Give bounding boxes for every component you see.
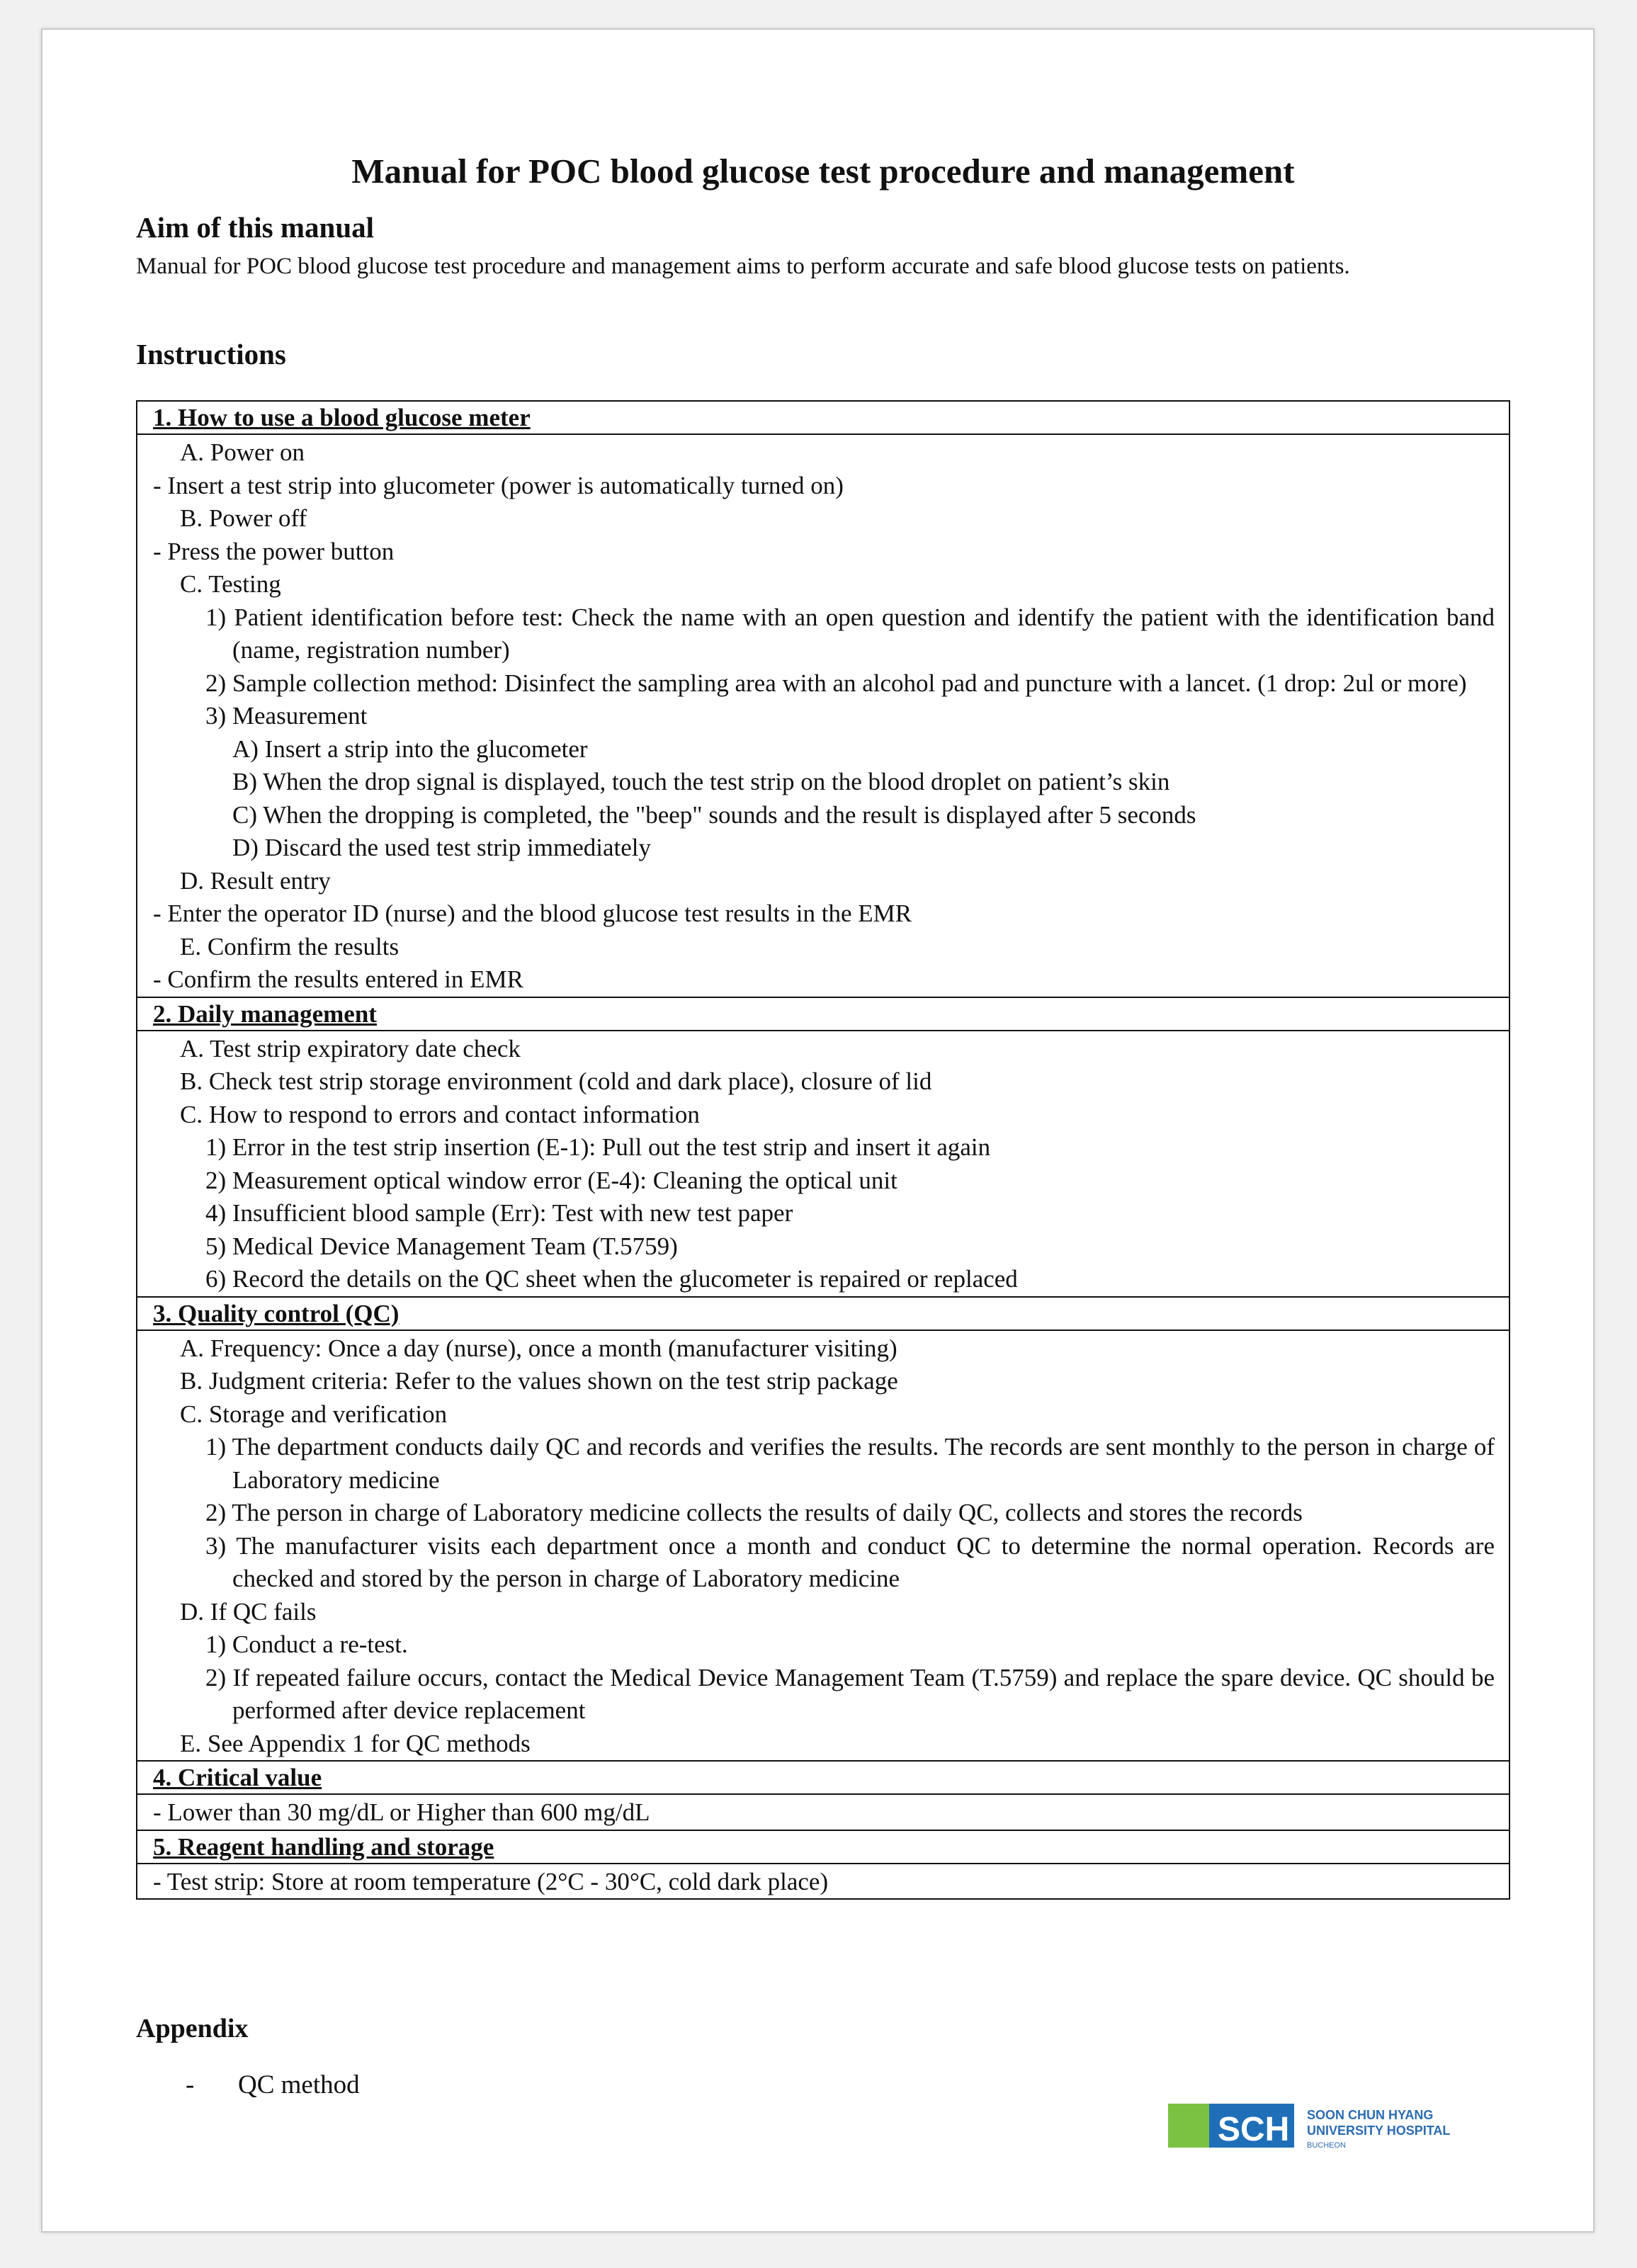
aim-text: Manual for POC blood glucose test procedure and management aims to perform accurate and safe blood glucose tests on patients.	[136, 254, 1350, 279]
appendix-heading: Appendix	[136, 2014, 249, 2043]
list-item: 1) The department conducts daily QC and records and verifies the results. The records are sent monthly to the person in charge of Laboratory medicine	[205, 1433, 1495, 1494]
list-item: B) When the drop signal is displayed, touch the test strip on the blood droplet on patient’s skin	[232, 768, 1170, 795]
list-item: D. If QC fails	[180, 1597, 317, 1626]
list-item: - Insert a test strip into glucometer (power is automatically turned on)	[153, 471, 844, 499]
list-item: C. Storage and verification	[180, 1400, 448, 1428]
list-item: D) Discard the used test strip immediately	[232, 834, 651, 861]
list-item: A. Test strip expiratory date check	[180, 1034, 521, 1062]
list-item: 2) Sample collection method: Disinfect the sampling area with an alcohol pad and puncture with a lancet. (1 drop: 2ul or more)	[205, 669, 1467, 697]
section-heading: 2. Daily management	[153, 999, 377, 1028]
list-item: A. Frequency: Once a day (nurse), once a month (manufacturer visiting)	[180, 1334, 897, 1362]
list-item: C) When the dropping is completed, the "beep" sounds and the result is displayed after 5 seconds	[232, 800, 1196, 829]
list-item: A) Insert a strip into the glucometer	[232, 735, 588, 763]
list-item: E. See Appendix 1 for QC methods	[180, 1729, 531, 1757]
list-item: - Enter the operator ID (nurse) and the blood glucose test results in the EMR	[153, 900, 912, 927]
list-item: 3) The manufacturer visits each department once a month and conduct QC to determine the normal operation. Records are checked and stored by the person in charge of Laboratory medicine	[205, 1531, 1495, 1592]
aim-heading: Aim of this manual	[136, 211, 375, 244]
list-item: A. Power on	[180, 438, 305, 466]
logo-line-1: SOON CHUN HYANG	[1307, 2108, 1434, 2122]
section-body	[137, 1329, 1509, 1762]
list-item: 1) Error in the test strip insertion (E-1): Pull out the test strip and insert it again	[205, 1133, 991, 1161]
bullet-dash: -	[186, 2070, 195, 2099]
list-item: E. Confirm the results	[180, 932, 400, 960]
appendix-item-label: QC method	[238, 2070, 360, 2099]
instructions-table	[136, 400, 1510, 1900]
hospital-logo	[1168, 2098, 1494, 2155]
list-item: - Lower than 30 mg/dL or Higher than 600 mg/dL	[153, 1798, 650, 1826]
appendix-item[interactable]	[186, 2070, 360, 2100]
logo-line-2: UNIVERSITY HOSPITAL	[1307, 2124, 1451, 2138]
logo-line-3: BUCHEON	[1307, 2141, 1347, 2150]
list-item: 2) The person in charge of Laboratory medicine collects the results of daily QC, collects and stores the records	[205, 1499, 1303, 1526]
list-item: 4) Insufficient blood sample (Err): Test with new test paper	[205, 1199, 793, 1227]
section-body	[137, 1793, 1509, 1831]
instructions-heading: Instructions	[136, 338, 286, 370]
list-item: 1) Conduct a re-test.	[205, 1631, 408, 1658]
list-item: B. Judgment criteria: Refer to the values shown on the test strip package	[180, 1367, 898, 1395]
section-body	[137, 433, 1509, 998]
section-body	[137, 1030, 1509, 1298]
section-heading: 5. Reagent handling and storage	[153, 1832, 494, 1861]
list-item: 1) Patient identification before test: Check the name with an open question and identify the patient with the identification band (name, registration number)	[205, 603, 1495, 664]
list-item: - Confirm the results entered in EMR	[153, 965, 523, 993]
list-item: 3) Measurement	[205, 702, 368, 730]
section-body	[137, 1863, 1509, 1899]
list-item: 2) Measurement optical window error (E-4): Cleaning the optical unit	[205, 1166, 897, 1194]
list-item: D. Result entry	[180, 866, 331, 895]
list-item: - Press the power button	[153, 537, 395, 565]
list-item: B. Check test strip storage environment (cold and dark place), closure of lid	[180, 1067, 932, 1095]
section-heading: 1. How to use a blood glucose meter	[153, 404, 531, 431]
list-item: - Test strip: Store at room temperature (2°C - 30°C, cold dark place)	[153, 1867, 829, 1895]
section-heading: 3. Quality control (QC)	[153, 1299, 400, 1327]
section-heading: 4. Critical value	[153, 1764, 322, 1791]
document-page	[41, 28, 1594, 2233]
logo-mark: SCH	[1218, 2111, 1290, 2148]
list-item: C. Testing	[180, 570, 281, 598]
list-item: C. How to respond to errors and contact information	[180, 1100, 700, 1128]
list-item: B. Power off	[180, 504, 307, 532]
list-item: 5) Medical Device Management Team (T.5759)	[205, 1232, 678, 1260]
logo-green-block	[1168, 2104, 1209, 2148]
list-item: 2) If repeated failure occurs, contact the Medical Device Management Team (T.5759) and replace the spare device. QC should be performed after device replacement	[205, 1663, 1495, 1724]
list-item: 6) Record the details on the QC sheet when the glucometer is repaired or replaced	[205, 1265, 1018, 1293]
document-title: Manual for POC blood glucose test procedure and management	[351, 152, 1295, 191]
